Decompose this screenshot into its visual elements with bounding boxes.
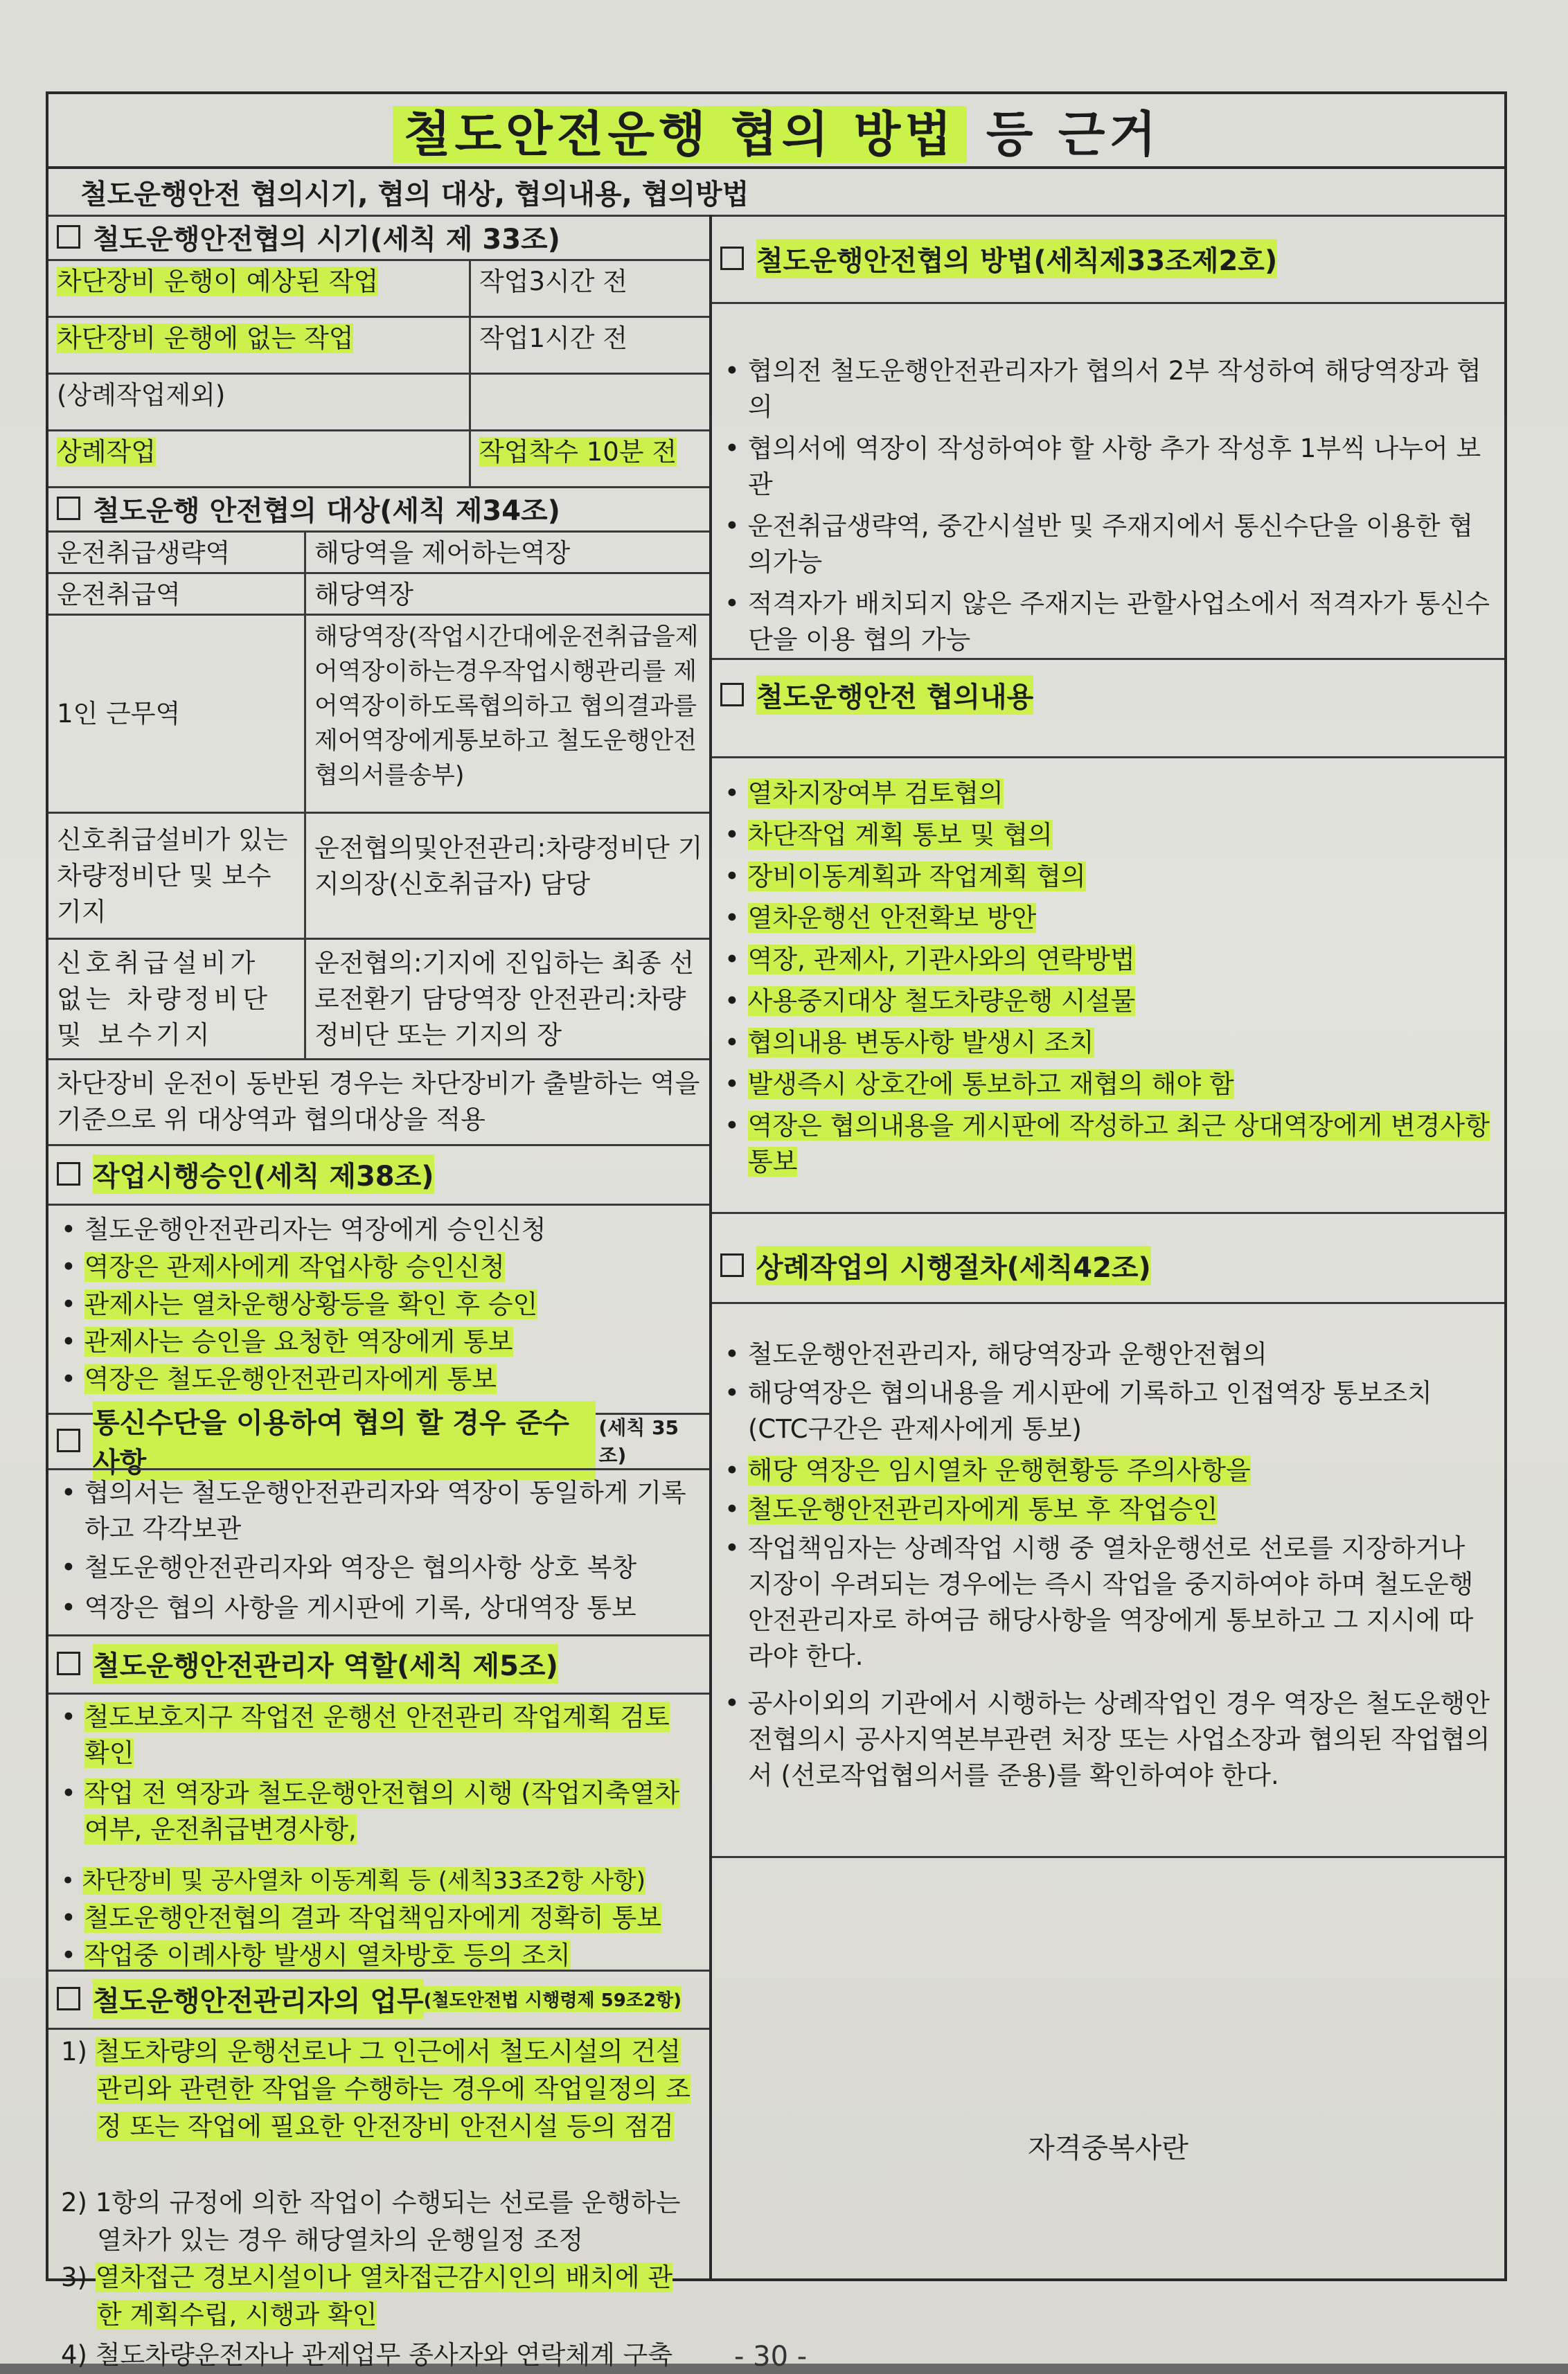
duty-header: 철도운행안전관리자의 업무 — [93, 1979, 424, 2019]
cert-label: 자격중복사란 — [1028, 2132, 1188, 2164]
list-item: 철도운행안전관리자, 해당역장과 운행안전협의 — [747, 1339, 1267, 1369]
list-item: 역장은 협의 사항을 게시판에 기록, 상대역장 통보 — [84, 1593, 636, 1623]
list-item: 협의서는 철도운행안전관리자와 역장이 동일하게 기록하고 각각보관 — [84, 1478, 686, 1544]
duty-text: 철도차량운전자나 관제업무 종사자와 연락체계 구축 — [95, 2340, 673, 2370]
duty-num: 4) — [61, 2340, 87, 2370]
comm-header: 통신수단을 이용하여 협의 할 경우 준수사항 — [93, 1401, 596, 1480]
table-row — [48, 429, 709, 486]
timing-time: 작업착수 10분 전 — [479, 437, 677, 467]
approval-header: 작업시행승인(세칙 제38조) — [93, 1154, 434, 1194]
list-item: 철도보호지구 작업전 운행선 안전관리 작업계획 검토 확인 — [84, 1702, 670, 1768]
content-list — [712, 776, 1504, 1198]
list-item: 발생즉시 상호간에 통보하고 재협의 해야 함 — [747, 1069, 1234, 1099]
timing-time: 작업3시간 전 — [479, 267, 628, 296]
checkbox-icon — [57, 1429, 80, 1452]
timing-table — [48, 259, 709, 486]
table-row — [48, 373, 709, 429]
list-item: 철도운행안전관리자와 역장은 협의사항 상호 복창 — [84, 1553, 637, 1582]
timing-work: 차단장비 운행이 예상된 작업 — [57, 267, 379, 296]
checkbox-icon — [57, 225, 80, 249]
list-item: 협의전 철도운행안전관리자가 협의서 2부 작성하여 해당역장과 협의 — [747, 356, 1481, 422]
checkbox-icon — [57, 497, 80, 520]
routine-list — [712, 1337, 1504, 1960]
list-item: 공사이외의 기관에서 시행하는 상례작업인 경우 역장은 철도운행안전협의시 공사지역본부관련 처장 또는 사업소장과 협의된 작업협의서 (선로작업협의서를 준용)를 확인하여야 한다. — [747, 1688, 1490, 1790]
content-section-header — [712, 672, 1504, 717]
title-rest: 등 근거 — [986, 105, 1161, 163]
method-list — [712, 353, 1504, 658]
approval-list — [48, 1212, 709, 1399]
targets-section-header — [48, 486, 709, 530]
checkbox-icon — [720, 1253, 744, 1277]
target-value: 해당역장 — [314, 580, 413, 609]
table-row — [48, 572, 709, 614]
list-item: 철도운행안전관리자에게 통보 후 작업승인 — [747, 1494, 1218, 1524]
target-value: 운전협의:기지에 진입하는 최종 선로전환기 담당역장 안전관리:차량정비단 또는 기지의 장 — [314, 948, 695, 1050]
target-place: 신호취급설비가 있는 차량정비단 및 보수기지 — [57, 825, 288, 927]
method-section-header — [712, 235, 1504, 281]
target-value: 운전협의및안전관리:차량정비단 기지의장(신호취급자) 담당 — [314, 833, 703, 899]
role-header: 철도운행안전관리자 역할(세칙 제5조) — [93, 1644, 558, 1684]
duty-text: 열차접근 경보시설이나 열차접근감시인의 배치에 관한 계획수립, 시행과 확인 — [95, 2263, 673, 2330]
list-item: 역장은 철도운행안전관리자에게 통보 — [84, 1364, 497, 1394]
comm-list — [48, 1475, 709, 1641]
checkbox-icon — [57, 1652, 80, 1675]
list-item: 차단작업 계획 통보 및 협의 — [747, 820, 1053, 850]
duty-list — [48, 2033, 709, 2370]
list-item: 역장은 협의내용을 게시판에 작성하고 최근 상대역장에게 변경사항 통보 — [747, 1111, 1490, 1177]
routine-section-header — [712, 1242, 1504, 1288]
list-item: 운전취급생략역, 중간시설반 및 주재지에서 통신수단을 이용한 협의가능 — [747, 511, 1473, 577]
target-value: 해당역장(작업시간대에운전취급을제어역장이하는경우작업시행관리를 제어역장이하도록협의하고 협의결과를제어역장에게통보하고 철도운행안전협의서를송부) — [314, 623, 699, 789]
table-row — [48, 530, 709, 572]
table-row — [48, 812, 709, 938]
checkbox-icon — [720, 247, 744, 270]
list-item: 해당역장은 협의내용을 게시판에 기록하고 인접역장 통보조치(CTC구간은 관제사에게 통보) — [747, 1378, 1432, 1444]
comm-section-header — [48, 1407, 709, 1479]
table-row — [48, 614, 709, 812]
duty-num: 1) — [61, 2037, 87, 2067]
list-item: 차단장비 및 공사열차 이동계획 등 (세칙33조2항 사항) — [82, 1867, 646, 1895]
list-item: 적격자가 배치되지 않은 주재지는 관할사업소에서 적격자가 통신수단을 이용 협의 가능 — [747, 589, 1490, 654]
list-item: 철도운행안전관리자는 역장에게 승인신청 — [84, 1215, 546, 1244]
list-item: 해당 역장은 임시열차 운행현황등 주의사항을 — [747, 1456, 1251, 1485]
left-column — [48, 215, 712, 2370]
targets-header: 철도운행 안전협의 대상(세칙 제34조) — [93, 494, 560, 527]
role-section-header — [48, 1634, 709, 1693]
table-row — [48, 259, 709, 316]
checkbox-icon — [57, 1987, 80, 2010]
role-list — [48, 1699, 709, 1970]
list-item: 협의내용 변동사항 발생시 조치 — [747, 1028, 1094, 1057]
list-item: 장비이동계획과 작업계획 협의 — [747, 862, 1086, 891]
page-title — [393, 96, 1160, 166]
duty-header-ref: (철도안전법 시행령제 59조2항) — [424, 1986, 681, 2012]
targets-note: 차단장비 운전이 동반된 경우는 차단장비가 출발하는 역을 기준으로 위 대상역과 협의대상을 적용 — [57, 1069, 700, 1134]
table-row — [48, 316, 709, 373]
timing-work: (상례작업제외) — [57, 380, 226, 410]
comm-header-ref: (세칙 35조) — [598, 1416, 679, 1467]
duty-text: 철도차량의 운행선로나 그 인근에서 철도시설의 건설관리와 관련한 작업을 수행하는 경우에 작업일정의 조정 또는 작업에 필요한 안전장비 안전시설 등의 점검 — [95, 2037, 691, 2141]
duty-text: 1항의 규정에 의한 작업이 수행되는 선로를 운행하는 열차가 있는 경우 해당열차의 운행일정 조정 — [95, 2188, 681, 2255]
checkbox-icon — [57, 1162, 80, 1186]
page-number: - 30 - — [734, 2341, 808, 2373]
method-header: 철도운행안전협의 방법(세칙제33조제2호) — [756, 239, 1277, 278]
list-item: 사용중지대상 철도차량운행 시설물 — [747, 986, 1136, 1016]
title-row — [48, 94, 1504, 169]
right-column — [712, 215, 1504, 2281]
list-item: 철도운행안전협의 결과 작업책임자에게 정확히 통보 — [84, 1903, 661, 1933]
target-value: 해당역을 제어하는역장 — [314, 538, 571, 568]
list-item: 작업 전 역장과 철도운행안전협의 시행 (작업지축열차 여부, 운전취급변경사항, — [84, 1778, 680, 1844]
timing-header: 철도운행안전협의 시기(세칙 제 33조) — [93, 223, 560, 256]
duty-num: 3) — [61, 2263, 87, 2292]
duty-num: 2) — [61, 2188, 87, 2217]
duty-section-header — [48, 1970, 709, 2028]
list-item: 관제사는 열차운행상황등을 확인 후 승인 — [84, 1289, 538, 1319]
subtitle: 철도운행안전 협의시기, 협의 대상, 협의내용, 협의방법 — [80, 178, 749, 211]
list-item: 열차지장여부 검토협의 — [747, 778, 1004, 808]
table-row — [48, 938, 709, 1058]
timing-time: 작업1시간 전 — [479, 323, 628, 353]
list-item: 관제사는 승인을 요청한 역장에게 통보 — [84, 1327, 513, 1357]
target-place: 1인 근무역 — [57, 698, 181, 729]
list-item: 역장은 관제사에게 작업사항 승인신청 — [84, 1252, 505, 1282]
approval-section-header — [48, 1144, 709, 1204]
list-item: 열차운행선 안전확보 방안 — [747, 903, 1037, 933]
checkbox-icon — [720, 683, 744, 706]
content-header: 철도운행안전 협의내용 — [756, 675, 1033, 715]
target-place: 신호취급설비가 없는 차량정비단 및 보수기지 — [57, 948, 271, 1050]
table-row — [48, 1058, 709, 1144]
title-highlighted: 철도안전운행 협의 방법 — [393, 106, 967, 163]
target-place: 운전취급역 — [57, 580, 181, 609]
target-place: 운전취급생략역 — [57, 538, 231, 568]
timing-work: 상례작업 — [57, 437, 156, 467]
list-item: 역장, 관제사, 기관사와의 연락방법 — [747, 945, 1135, 974]
list-item: 작업중 이례사항 발생시 열차방호 등의 조치 — [84, 1940, 571, 1970]
timing-section-header — [48, 215, 709, 259]
list-item: 협의서에 역장이 작성하여야 할 사항 추가 작성후 1부씩 나누어 보관 — [747, 434, 1481, 499]
timing-work: 차단장비 운행에 없는 작업 — [57, 323, 354, 353]
routine-header: 상례작업의 시행절차(세칙42조) — [756, 1246, 1151, 1285]
list-item: 작업책임자는 상례작업 시행 중 열차운행선로 선로를 지장하거나 지장이 우려되는 경우에는 즉시 작업을 중지하여야 하며 철도운행안전관리자로 하여금 해당사항을 역장에게 통보하고 그 지시에 따라야 한다. — [747, 1533, 1474, 1671]
